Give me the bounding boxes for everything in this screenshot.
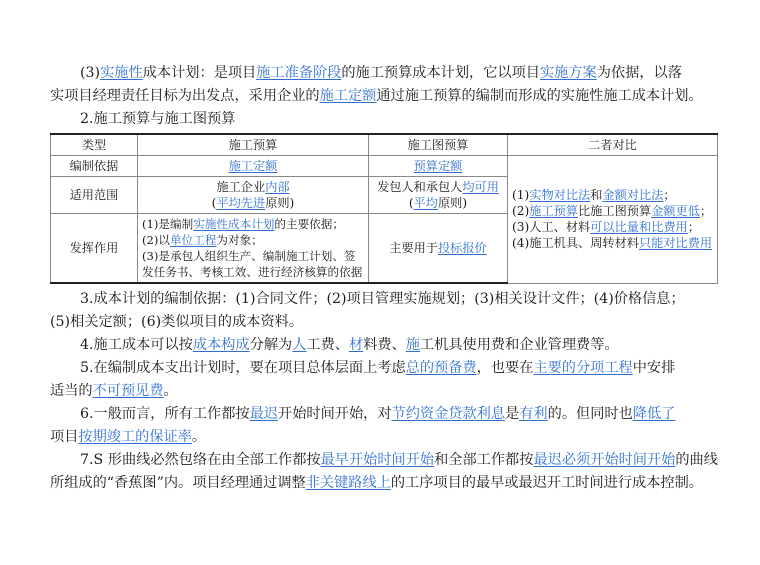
paragraph-5-line-1 (50, 357, 718, 380)
cell-line (373, 195, 503, 211)
table-header-row (51, 134, 718, 156)
cell-line (142, 232, 364, 248)
highlight-text: 投标报价 (438, 241, 487, 255)
paragraph-6-line-2 (50, 426, 718, 449)
highlight-text: 成本构成 (192, 337, 250, 353)
text: 。 (163, 383, 178, 399)
text: 成本计划：是项目 (142, 65, 257, 81)
text: (3) (80, 65, 101, 81)
text: 和 (590, 188, 603, 203)
text: ； (699, 204, 713, 219)
text: 比施工图预算 (578, 204, 652, 219)
comparison-cell (508, 156, 718, 284)
text: 是 (505, 406, 520, 422)
comparison-table (50, 133, 718, 284)
cell-line (373, 179, 503, 195)
highlight-text: 非关键路线上 (305, 475, 391, 491)
text: 发包人和承包人 (377, 180, 463, 194)
table-row (51, 156, 718, 177)
text: (1) (512, 188, 530, 203)
row-header: 发挥作用 (51, 214, 138, 284)
comparison-item (512, 203, 713, 219)
highlight-text: 实施性成本计划 (193, 217, 275, 231)
highlight-text: 节约资金贷款利息 (391, 406, 506, 422)
text: (3)人工、材料 (512, 220, 591, 235)
table-cell (369, 177, 508, 214)
highlight-text: 内部 (265, 180, 290, 194)
cell-line (142, 179, 364, 195)
text: 。 (191, 429, 207, 445)
highlight-text: 施工定额 (319, 88, 377, 104)
highlight-text: 人 (292, 337, 307, 353)
cell-line (142, 216, 364, 232)
text: 主要用于 (389, 241, 438, 255)
highlight-text: 平均先进 (216, 196, 266, 210)
text: ； (687, 220, 700, 235)
paragraph-7-line-1 (50, 449, 718, 472)
paragraph-3-line-1 (50, 62, 718, 85)
highlight-text: 有利 (519, 406, 548, 422)
highlight-text: 最迟 (249, 406, 278, 422)
highlight-text: 金额更低 (651, 204, 700, 219)
column-header: 施工图预算 (369, 134, 508, 156)
text: 适当的 (50, 383, 93, 399)
text: 原则) (265, 196, 295, 210)
column-header: 施工预算 (138, 134, 369, 156)
text: ( (211, 196, 217, 210)
highlight-text: 不可预见费 (92, 383, 164, 399)
cell-line: (3)是承包人组织生产、编制施工计划、签发任务书、考核工效、进行经济核算的依据 (142, 249, 363, 279)
highlight-text: 施工定额 (228, 159, 278, 173)
table-cell (369, 214, 508, 284)
text: 的。但同时也 (547, 406, 633, 422)
text: ，也要在 (476, 360, 534, 376)
highlight-text: 降低了 (632, 406, 676, 422)
text: 实项目经理责任目标为出发点，采用企业的 (50, 88, 320, 104)
text: 施工企业 (216, 180, 266, 194)
comparison-item (512, 219, 713, 235)
text: 4.施工成本可以按 (80, 337, 193, 353)
text: 所组成的“香蕉图”内。项目经理通过调整 (50, 475, 306, 491)
text: 6.一般而言，所有工作都按 (80, 406, 250, 422)
text: 工机具使用费和企业管理费等。 (419, 337, 619, 353)
text: 5.在编制成本支出计划时，要在项目总体层面上考虑 (80, 360, 406, 376)
highlight-text: 最早开始时间开始 (320, 452, 435, 468)
text: 料费、 (363, 337, 406, 353)
row-header: 编制依据 (51, 156, 138, 177)
highlight-text: 金额对比法 (602, 188, 664, 203)
paragraph-7-line-2 (50, 472, 718, 495)
column-header: 类型 (51, 134, 138, 156)
cell-line (142, 195, 364, 211)
text: 通过施工预算的编制而形成的实施性施工成本计划。 (376, 88, 703, 104)
comparison-item (512, 187, 713, 203)
section-heading: 2.施工预算与施工图预算 (80, 111, 236, 127)
column-header: 二者对比 (508, 134, 718, 156)
highlight-text: 可以比量和比费用 (590, 220, 688, 235)
highlight-text: 实施方案 (539, 65, 597, 81)
table-cell (369, 156, 508, 177)
text: (2) (512, 204, 530, 219)
row-header: 适用范围 (51, 177, 138, 214)
text: 原则) (438, 196, 468, 210)
text: 和全部工作都按 (434, 452, 534, 468)
paragraph-6-line-1 (50, 403, 718, 426)
table-cell (138, 156, 369, 177)
paragraph-3-line-2 (50, 85, 718, 108)
comparison-item (512, 235, 713, 251)
highlight-text: 材 (348, 337, 364, 353)
text: 分解为 (249, 337, 293, 353)
table-cell (138, 177, 369, 214)
highlight-text: 只能对比费用 (638, 236, 713, 251)
text: 7.S 形曲线必然包络在由全部工作都按 (80, 452, 321, 468)
highlight-text: 施工准备阶段 (256, 65, 342, 81)
highlight-text: 主要的分项工程 (533, 360, 633, 376)
highlight-text: 实物对比法 (529, 188, 591, 203)
text: 的主要依据； (274, 217, 344, 231)
text: 开始时间开始，对 (278, 406, 392, 422)
highlight-text: 均可用 (462, 180, 499, 194)
text: 中安排 (632, 360, 676, 376)
text: (2)以 (142, 233, 171, 247)
text: ； (663, 188, 676, 203)
text: 为对象； (216, 233, 263, 247)
highlight-text: 实施性 (100, 65, 143, 81)
text: 为依据，以落 (596, 65, 682, 81)
document-body (50, 62, 718, 495)
highlight-text: 施 (405, 337, 420, 353)
highlight-text: 施工预算 (529, 204, 579, 219)
paragraph-4 (50, 334, 718, 357)
highlight-text: 平均 (413, 196, 438, 210)
paragraph-3a-line-1: 3.成本计划的编制依据：(1)合同文件；(2)项目管理实施规划；(3)相关设计文件；(4)价格信息； (80, 291, 685, 307)
text: 的曲线 (675, 452, 718, 468)
text: 项目 (50, 429, 79, 445)
highlight-text: 最迟必须开始时间开始 (533, 452, 676, 468)
highlight-text: 按期竣工的保证率 (78, 429, 192, 445)
highlight-text: 单位工程 (170, 233, 217, 247)
paragraph-3a-line-2: (5)相关定额；(6)类似项目的成本资料。 (50, 314, 304, 330)
highlight-text: 预算定额 (413, 159, 463, 173)
text: 的工序项目的最早或最迟开工时间进行成本控制。 (390, 475, 703, 491)
text: (1)是编制 (142, 217, 194, 231)
highlight-text: 总的预备费 (405, 360, 477, 376)
table-cell (138, 214, 369, 284)
paragraph-5-line-2 (50, 380, 718, 403)
text: (4)施工机具、周转材料 (512, 236, 639, 251)
text: 的施工预算成本计划，它以项目 (341, 65, 540, 81)
text: 工费、 (306, 337, 349, 353)
text: ( (408, 196, 414, 210)
